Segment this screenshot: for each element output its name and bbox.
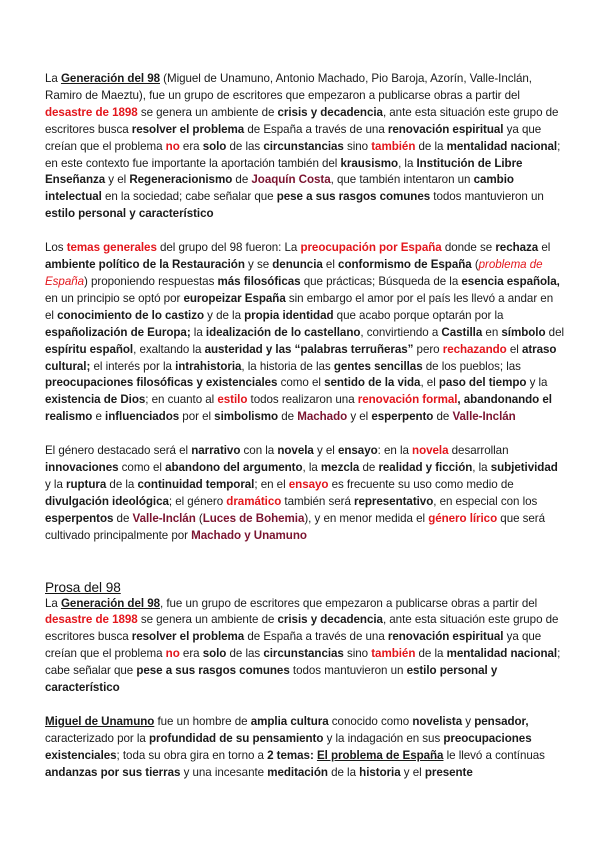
bold-term: más filosóficas: [217, 274, 301, 288]
text: ), y en menor medida el: [304, 511, 429, 525]
text: ; en este contexto fue importante la aportación también del: [45, 139, 561, 170]
text: , la: [472, 461, 491, 475]
bold-term: estilo personal y característico: [45, 664, 498, 695]
paragraph-temas: [45, 240, 565, 426]
text: caracterizado por la: [45, 731, 149, 745]
term-generacion-98: Generación del 98: [60, 596, 160, 610]
text: con la: [240, 444, 278, 458]
text: y se: [244, 258, 273, 272]
bold-term: gentes sencillas: [333, 359, 423, 373]
bold-term: Institución de Libre Enseñanza: [45, 156, 523, 187]
bold-term: divulgación ideológica: [45, 494, 169, 508]
bold-term: amplia cultura: [250, 715, 329, 728]
bold-term: novela: [277, 444, 314, 458]
text: en un principio se optó por: [45, 291, 184, 305]
text: de España a través de una: [244, 630, 388, 644]
text: se genera un ambiente de: [137, 105, 278, 119]
text: de la: [415, 647, 447, 661]
text: ; en el: [254, 477, 289, 491]
highlight-term: renovación formal: [357, 393, 458, 407]
bold-term: circunstancias: [263, 647, 344, 661]
highlight-term: temas generales: [66, 241, 157, 255]
text: , ante esta situación este grupo de escritores busca: [45, 613, 559, 644]
bold-term: andanzas por sus tierras: [45, 765, 181, 779]
bold-term: crisis y decadencia: [277, 613, 383, 627]
text: El género destacado será el: [45, 444, 192, 458]
text: y la: [526, 376, 548, 390]
text: de: [113, 511, 133, 525]
text: el: [322, 258, 339, 272]
text: de España a través de una: [244, 122, 388, 136]
text: sin embargo el amor por el país les llevó a andar en el: [45, 291, 554, 322]
text: ; cabe señalar que: [45, 647, 561, 678]
highlight-term: rechazando: [442, 342, 507, 356]
text: , la: [302, 461, 321, 475]
bold-term: narrativo: [191, 444, 241, 458]
bold-term: mentalidad nacional: [446, 139, 558, 153]
text: todos realizaron una: [247, 393, 358, 407]
text: (: [195, 511, 203, 525]
text: sino: [343, 647, 372, 661]
author-name: Joaquín Costa: [251, 173, 331, 187]
bold-term: pese a sus rasgos comunes: [136, 664, 290, 678]
text: del grupo del 98 fueron: La: [156, 241, 301, 255]
text: e: [92, 410, 106, 424]
text: es frecuente su uso como medio de: [328, 477, 514, 491]
section-heading: Prosa del 98: [45, 579, 121, 595]
bold-term: abandono del argumento: [165, 461, 303, 475]
author-name: Valle-Inclán: [452, 410, 516, 424]
bold-term: paso del tiempo: [438, 376, 527, 390]
bold-term: cambio intelectual: [45, 173, 514, 204]
highlight-desastre: desastre de 1898: [45, 105, 138, 119]
bold-term: influenciados: [105, 410, 180, 424]
paragraph-intro: [45, 71, 565, 223]
highlight-term: estilo: [217, 393, 248, 407]
bold-term: circunstancias: [263, 139, 344, 153]
bold-term: innovaciones: [45, 461, 119, 475]
highlight-italic: problema de España: [45, 258, 543, 288]
text: , convirtiendo a: [360, 325, 442, 339]
text: que acabo porque optarán por la: [333, 308, 504, 322]
bold-term: existencia de Dios: [45, 393, 146, 407]
bold-term: intrahistoria: [175, 359, 242, 373]
bold-term: denuncia: [272, 258, 323, 272]
text: y: [462, 715, 475, 728]
bold-term: espíritu español: [45, 342, 134, 356]
bold-term: resolver el problema: [131, 122, 245, 136]
bold-term: europeizar España: [183, 291, 286, 305]
text: conocido como: [328, 715, 413, 728]
text: el: [506, 342, 522, 356]
bold-term: esperpento: [371, 410, 434, 424]
text: (Miguel de Unamuno, Antonio Machado, Pio Baroja, Azorín, Valle-Inclán, Ramiro de Maeztu), fue un grupo de escritores que empezaron a publicarse obras a partir del: [45, 72, 532, 102]
text: le llevó a contínuas: [443, 748, 545, 762]
bold-term: simbolismo: [214, 410, 279, 424]
text: y una incesante: [180, 765, 268, 779]
bold-term: , abandonando el realismo: [45, 393, 552, 424]
text: , la: [398, 156, 417, 170]
highlight-term: ensayo: [288, 477, 329, 491]
bold-term: renovación espiritual: [387, 122, 504, 136]
text: desarrollan: [448, 444, 509, 458]
bold-term: renovación espiritual: [387, 630, 504, 644]
text: sino: [343, 139, 372, 153]
text: en la sociedad; cabe señalar que: [101, 190, 277, 204]
paragraph-generos: [45, 443, 565, 544]
text: era: [179, 647, 203, 661]
text: de la: [106, 477, 138, 491]
bold-term: símbolo: [501, 325, 546, 339]
text: y la indagación en sus: [323, 731, 444, 745]
bold-term: españolización de Europa;: [45, 325, 191, 339]
text: ; toda su obra gira en torno a: [116, 748, 268, 762]
bold-term: crisis y decadencia: [277, 105, 383, 119]
bold-term: historia: [359, 765, 401, 779]
text: de: [433, 410, 453, 424]
text: ya que creían que el problema: [45, 630, 542, 661]
term-generacion-98: Generación del 98: [60, 72, 160, 85]
bold-term: realidad y ficción: [378, 461, 473, 475]
text: donde se: [441, 241, 496, 255]
bold-term: esencia española,: [461, 274, 560, 288]
text: en: [482, 325, 502, 339]
bold-term: mentalidad nacional: [446, 647, 558, 661]
text: ) proponiendo respuestas: [84, 274, 218, 288]
bold-term: El problema de España: [316, 748, 444, 762]
text: que será cultivado principalmente por: [45, 511, 546, 542]
bold-term: preocupaciones filosóficas y existenciales: [45, 376, 278, 390]
bold-term: profundidad de su pensamiento: [149, 731, 324, 745]
highlight-term: también: [371, 647, 416, 661]
text: también será: [281, 494, 355, 508]
text: fue un hombre de: [154, 715, 251, 728]
text: de: [359, 461, 379, 475]
bold-term: preocupaciones existenciales: [45, 731, 532, 762]
text: La: [45, 596, 61, 610]
text: y el: [347, 410, 372, 424]
highlight-term: género lírico: [428, 511, 498, 525]
bold-term: austeridad y las “palabras terruñeras”: [204, 342, 414, 356]
bold-term: Regeneracionismo: [129, 173, 233, 187]
text: : en la: [377, 444, 413, 458]
text: como el: [118, 461, 166, 475]
document-page: [45, 71, 565, 782]
text: , el: [420, 376, 439, 390]
text: Los: [45, 241, 67, 255]
text: todos mantuvieron un: [289, 664, 407, 678]
text: y de la: [203, 308, 245, 322]
text: ya que creían que el problema: [45, 122, 542, 153]
text: , ante esta situación este grupo de escritores busca: [45, 105, 559, 136]
author-name: Machado: [297, 410, 348, 424]
text: se genera un ambiente de: [137, 613, 278, 627]
bold-term: presente: [424, 765, 473, 779]
text: , que también intentaron un: [330, 173, 474, 187]
bold-term: 2 temas:: [267, 748, 314, 762]
author-name: Miguel de Unamuno: [45, 715, 155, 728]
highlight-term: dramático: [226, 494, 282, 508]
highlight-term: no: [165, 647, 180, 661]
bold-term: atraso cultural;: [45, 342, 557, 373]
bold-term: continuidad temporal: [137, 477, 255, 491]
bold-term: solo: [202, 139, 227, 153]
text: ; en cuanto al: [145, 393, 218, 407]
bold-term: pensador,: [474, 715, 529, 728]
text: como el: [277, 376, 325, 390]
text: de las: [226, 647, 264, 661]
text: La: [45, 72, 61, 85]
bold-term: resolver el problema: [131, 630, 245, 644]
text: el: [538, 241, 551, 255]
bold-term: propia identidad: [244, 308, 334, 322]
highlight-term: no: [165, 139, 180, 153]
text: , en especial con los: [433, 494, 538, 508]
text: , exaltando la: [133, 342, 205, 356]
bold-term: esperpentos: [45, 511, 114, 525]
text: de: [278, 410, 298, 424]
text: y el: [313, 444, 338, 458]
author-name: Valle-Inclán: [132, 511, 196, 525]
bold-term: solo: [202, 647, 227, 661]
bold-term: ambiente político de la Restauración: [45, 258, 245, 272]
bold-term: representativo: [354, 494, 434, 508]
text: (: [471, 258, 479, 272]
text: , la historia de las: [241, 359, 334, 373]
text: , fue un grupo de escritores que empezaron a publicarse obras a partir del: [160, 596, 538, 610]
text: de: [232, 173, 252, 187]
bold-term: conformismo de España: [338, 258, 472, 272]
bold-term: ruptura: [66, 477, 107, 491]
text: pero: [413, 342, 443, 356]
bold-term: estilo personal y característico: [45, 207, 214, 221]
text: ; el género: [168, 494, 227, 508]
bold-term: mezcla: [320, 461, 360, 475]
paragraph-unamuno: [45, 714, 565, 782]
bold-term: sentido de la vida: [324, 376, 421, 390]
highlight-term: preocupación por España: [300, 241, 442, 255]
text: que prácticas; Búsqueda de la: [300, 274, 462, 288]
text: del: [545, 325, 564, 339]
text: era: [179, 139, 203, 153]
text: de los pueblos; las: [422, 359, 521, 373]
text: de la: [415, 139, 447, 153]
highlight-term: también: [371, 139, 416, 153]
text: el interés por la: [90, 359, 176, 373]
text: todos mantuvieron un: [430, 190, 544, 204]
highlight-desastre: desastre de 1898: [45, 613, 138, 627]
paragraph-prosa: [45, 596, 565, 697]
bold-term: idealización de lo castellano: [205, 325, 361, 339]
author-name: Machado y Unamuno: [191, 528, 307, 542]
text: por el: [179, 410, 215, 424]
text: de las: [226, 139, 264, 153]
bold-term: meditación: [267, 765, 328, 779]
text: y la: [45, 477, 67, 491]
highlight-term: novela: [412, 444, 449, 458]
bold-term: krausismo: [340, 156, 399, 170]
text: la: [190, 325, 206, 339]
bold-term: conocimiento de lo castizo: [57, 308, 204, 322]
text: y el: [105, 173, 130, 187]
bold-term: novelista: [412, 715, 463, 728]
text: y el: [400, 765, 425, 779]
text: de la: [327, 765, 360, 779]
bold-term: subjetividad: [490, 461, 558, 475]
work-title: Luces de Bohemia: [202, 511, 305, 525]
bold-term: pese a sus rasgos comunes: [276, 190, 431, 204]
bold-term: Castilla: [441, 325, 483, 339]
bold-term: ensayo: [337, 444, 378, 458]
bold-term: rechaza: [495, 241, 539, 255]
